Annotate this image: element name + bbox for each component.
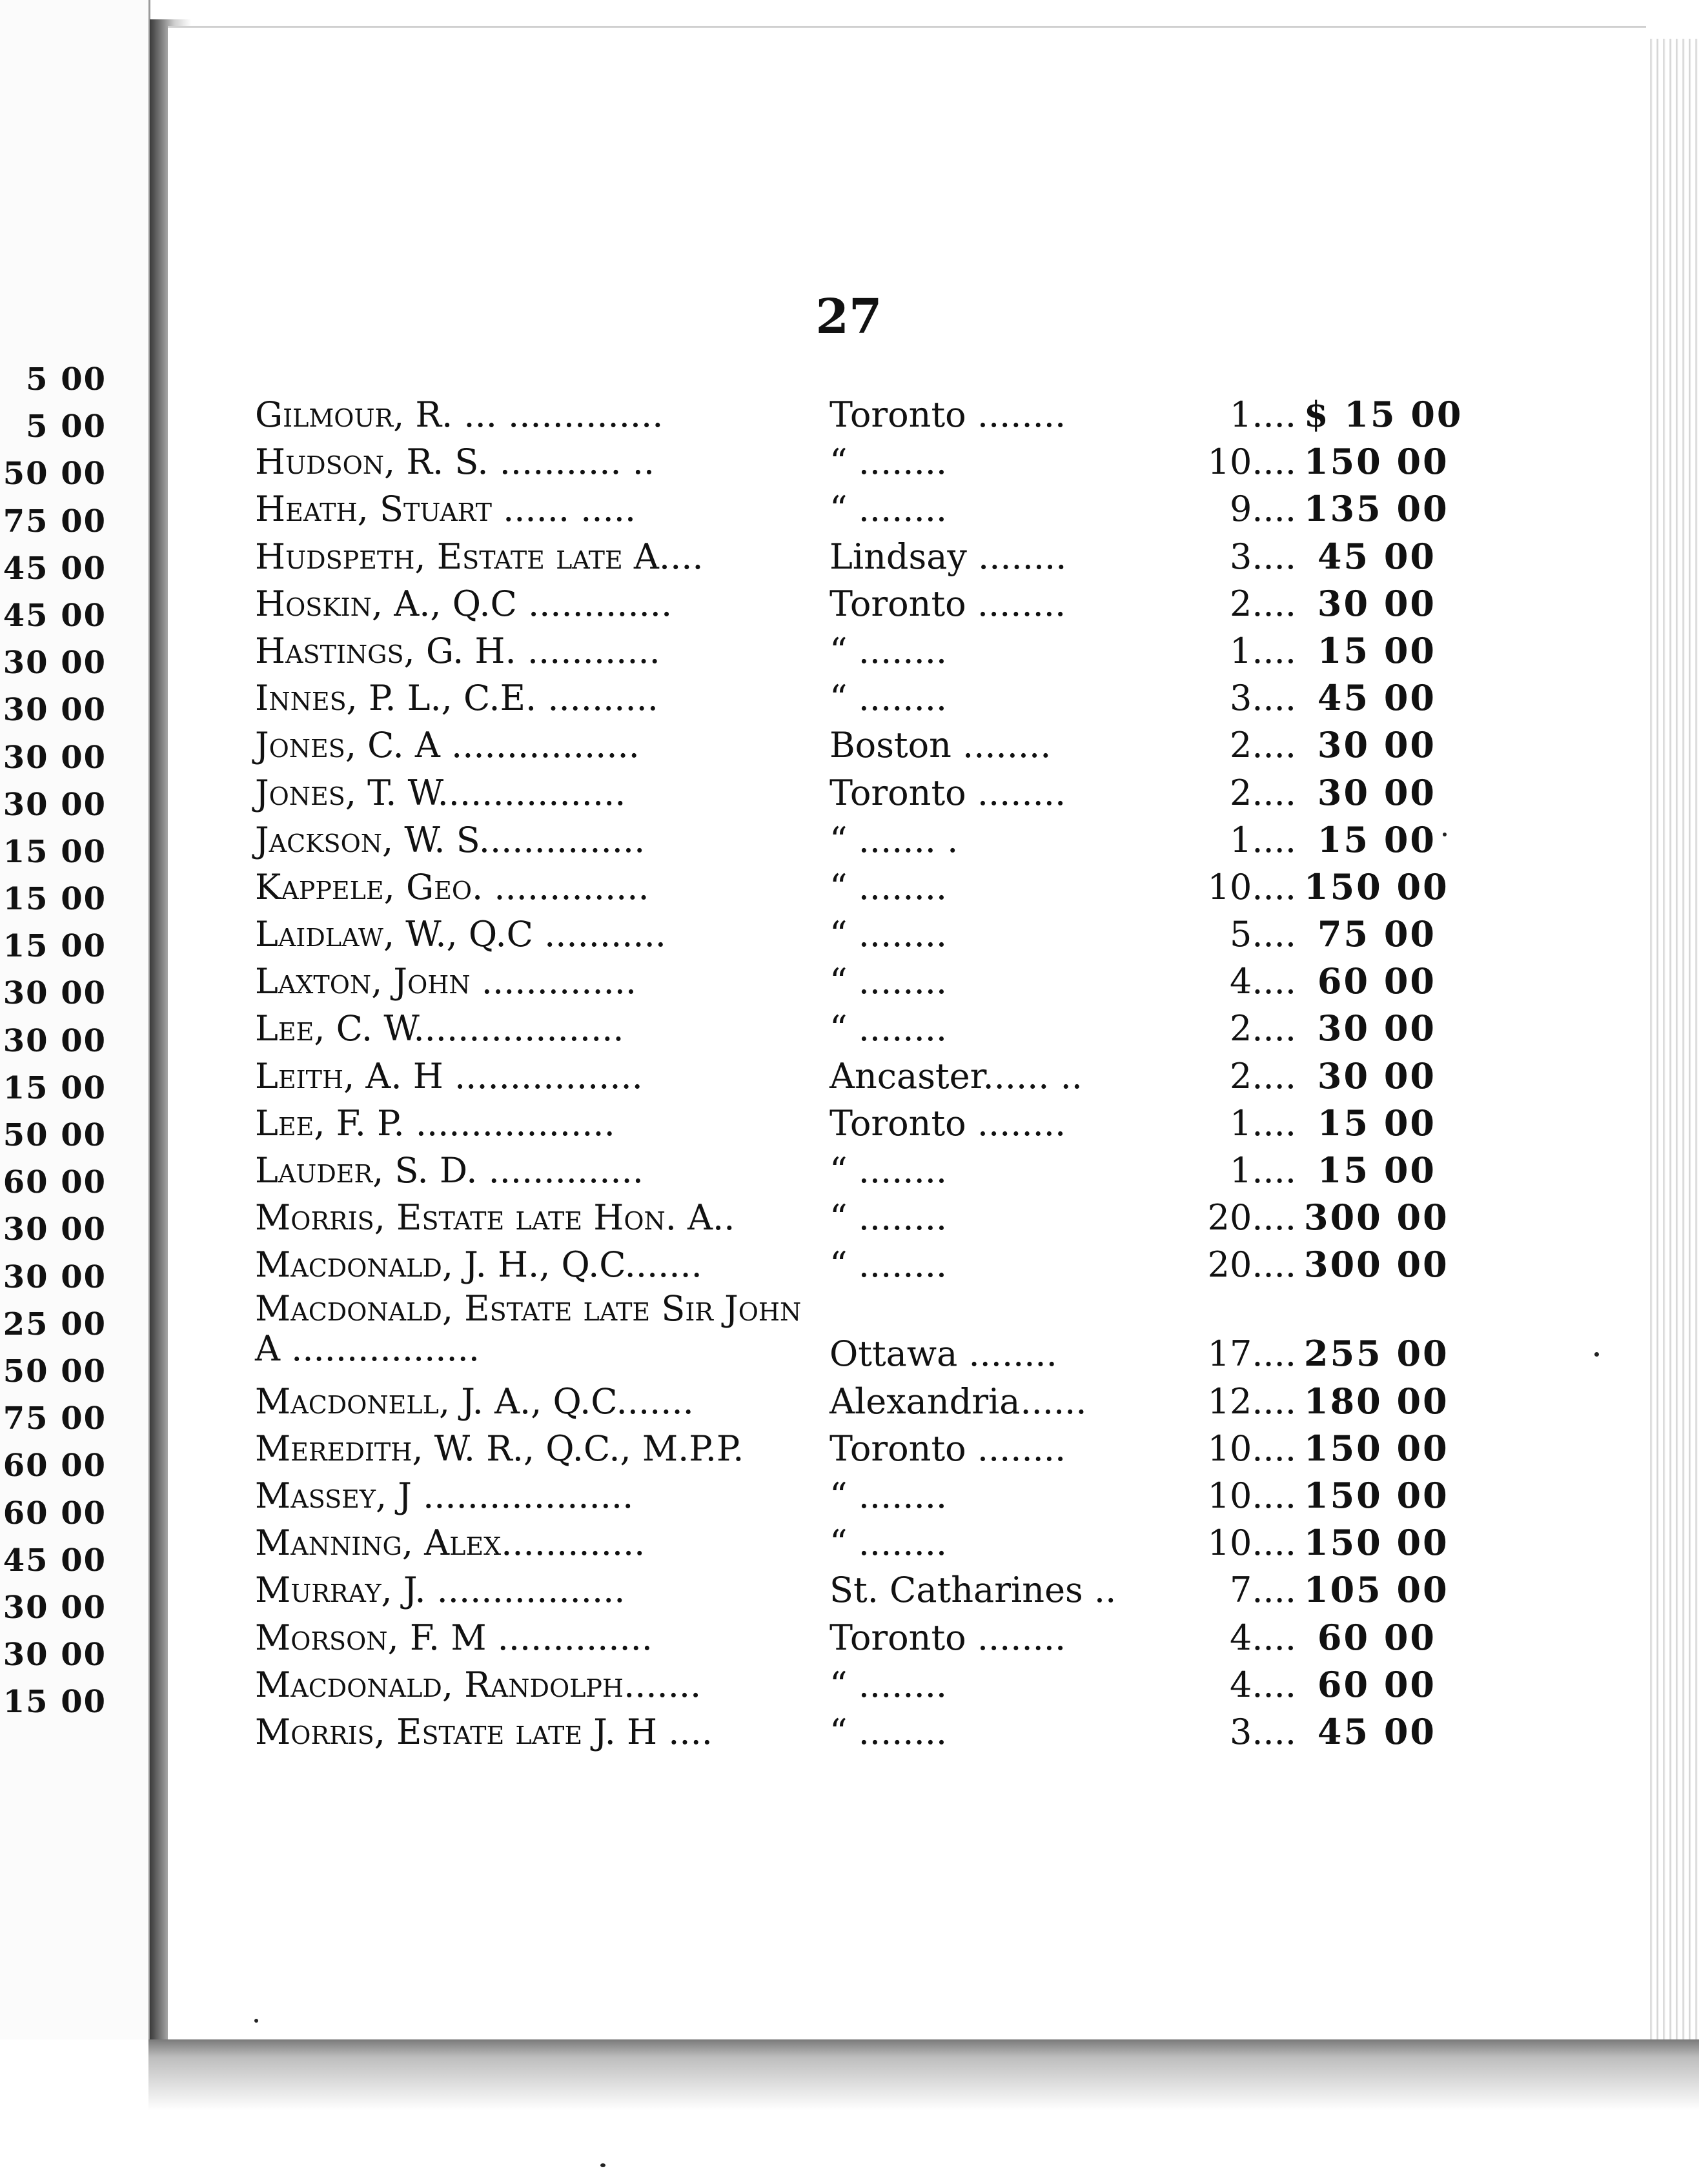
list-item xyxy=(255,816,1436,864)
share-count: 3.... xyxy=(1229,536,1296,577)
amount-value: 45 00 xyxy=(1317,677,1436,719)
subscriber-name: Lauder, S. D. .............. xyxy=(255,1150,644,1191)
amount-value: 30 00 xyxy=(1317,724,1436,766)
share-count: 17.... xyxy=(1207,1333,1296,1374)
left-page-amount: 30 00 xyxy=(3,1589,107,1626)
share-count: 1.... xyxy=(1229,1150,1296,1191)
list-item xyxy=(255,1053,1436,1100)
list-item xyxy=(255,1614,1436,1661)
subscriber-name: Jackson, W. S............... xyxy=(255,819,646,860)
share-count: 5.... xyxy=(1229,914,1296,955)
amount-value: 30 00 xyxy=(1317,1055,1436,1097)
subscriber-place: “ ........ xyxy=(829,1150,948,1191)
left-page-amount: 50 00 xyxy=(3,1353,107,1390)
left-page-amount: 30 00 xyxy=(3,692,107,729)
share-count: 2.... xyxy=(1229,583,1296,624)
subscriber-name: Hudspeth, Estate late A.... xyxy=(255,536,704,577)
left-page-amount: 50 00 xyxy=(3,456,107,492)
amount-value: 150 00 xyxy=(1304,1427,1449,1469)
subscriber-name: Macdonald, Randolph....... xyxy=(255,1664,702,1705)
subscriber-name: Massey, J ................... xyxy=(255,1475,634,1516)
left-page-amount: 15 00 xyxy=(3,1069,107,1106)
page-number: 27 xyxy=(815,289,882,345)
left-page-amount: 15 00 xyxy=(3,1684,107,1721)
left-page-amount: 60 00 xyxy=(3,1495,107,1532)
subscriber-place: “ ........ xyxy=(829,1244,948,1286)
amount-value: 15 00 xyxy=(1317,1149,1436,1191)
list-item xyxy=(255,1005,1436,1052)
subscriber-place: Toronto ........ xyxy=(829,394,1066,435)
list-item xyxy=(255,1147,1436,1194)
share-count: 10.... xyxy=(1207,1475,1296,1516)
subscriber-place: St. Catharines .. xyxy=(829,1570,1117,1611)
subscriber-name: Manning, Alex............. xyxy=(255,1522,646,1564)
share-count: 4.... xyxy=(1229,961,1296,1002)
left-page-amount: 60 00 xyxy=(3,1448,107,1484)
subscriber-list xyxy=(255,391,1463,1755)
list-item xyxy=(255,958,1436,1005)
dust-speck xyxy=(1443,833,1447,836)
amount-value: 135 00 xyxy=(1304,488,1449,530)
amount-value: 300 00 xyxy=(1304,1197,1449,1239)
list-item xyxy=(255,1378,1449,1425)
list-item xyxy=(255,769,1436,816)
subscriber-place: Ottawa ........ xyxy=(829,1333,1057,1374)
subscriber-place: Toronto ........ xyxy=(829,1617,1066,1658)
subscriber-place: “ ........ xyxy=(829,1008,948,1049)
share-count: 1.... xyxy=(1229,819,1296,860)
list-item xyxy=(255,1708,1436,1755)
subscriber-place: “ ........ xyxy=(829,1711,948,1752)
subscriber-name: Macdonald, Estate late Sir John A ................. xyxy=(255,1288,802,1369)
share-count: 1.... xyxy=(1229,1102,1296,1144)
amount-value: 15 00 xyxy=(1317,629,1436,671)
share-count: 9.... xyxy=(1229,489,1296,530)
left-page-amount: 30 00 xyxy=(3,739,107,776)
subscriber-place: “ ....... . xyxy=(829,819,959,860)
share-count: 2.... xyxy=(1229,772,1296,813)
amount-value: 30 00 xyxy=(1317,582,1436,624)
left-page-amount: 5 00 xyxy=(26,361,107,398)
subscriber-name: Gilmour, R. ... .............. xyxy=(255,394,664,435)
list-item xyxy=(255,1661,1436,1708)
amount-value: 75 00 xyxy=(1317,913,1436,955)
list-item xyxy=(255,864,1449,911)
subscriber-name: Jones, C. A ................. xyxy=(255,725,640,766)
left-page-amount: 45 00 xyxy=(3,1542,107,1579)
subscriber-name: Hoskin, A., Q.C ............. xyxy=(255,583,673,624)
share-count: 10.... xyxy=(1207,1428,1296,1469)
subscriber-name: Jones, T. W................. xyxy=(255,772,626,813)
left-page-amount: 15 00 xyxy=(3,928,107,965)
subscriber-place: Toronto ........ xyxy=(829,772,1066,813)
list-item xyxy=(255,485,1449,532)
left-page-amount: 30 00 xyxy=(3,1022,107,1059)
subscriber-name: Murray, J. ................. xyxy=(255,1570,626,1611)
subscriber-name: Macdonald, J. H., Q.C....... xyxy=(255,1244,702,1286)
share-count: 1.... xyxy=(1229,394,1296,435)
list-item xyxy=(255,1100,1436,1147)
left-page-amount: 15 00 xyxy=(3,881,107,918)
share-count: 2.... xyxy=(1229,1055,1296,1097)
share-count: 2.... xyxy=(1229,725,1296,766)
list-item xyxy=(255,1194,1449,1241)
subscriber-name: Hudson, R. S. ........... .. xyxy=(255,441,655,483)
subscriber-place: “ ........ xyxy=(829,630,948,671)
subscriber-name: Morson, F. M .............. xyxy=(255,1617,653,1658)
left-page-amount: 75 00 xyxy=(3,1400,107,1437)
subscriber-place: Toronto ........ xyxy=(829,583,1066,624)
left-page-amount: 75 00 xyxy=(3,503,107,540)
amount-value: 15 00 xyxy=(1317,1102,1436,1144)
share-count: 3.... xyxy=(1229,678,1296,719)
subscriber-place: Toronto ........ xyxy=(829,1102,1066,1144)
subscriber-name: Kappele, Geo. .............. xyxy=(255,866,649,907)
subscriber-place: “ ........ xyxy=(829,1475,948,1516)
list-item xyxy=(255,1425,1449,1472)
list-item xyxy=(255,1288,1449,1378)
amount-value: 60 00 xyxy=(1317,1663,1436,1705)
amount-value: 45 00 xyxy=(1317,1710,1436,1752)
left-page-amount: 30 00 xyxy=(3,645,107,682)
share-count: 2.... xyxy=(1229,1008,1296,1049)
left-page-amount: 30 00 xyxy=(3,975,107,1012)
subscriber-place: “ ........ xyxy=(829,1197,948,1239)
share-count: 12.... xyxy=(1207,1380,1296,1422)
subscriber-place: “ ........ xyxy=(829,914,948,955)
subscriber-place: “ ........ xyxy=(829,441,948,483)
subscriber-place: Ancaster...... .. xyxy=(829,1055,1083,1097)
amount-value: 150 00 xyxy=(1304,865,1449,907)
subscriber-place: “ ........ xyxy=(829,678,948,719)
dust-speck xyxy=(254,2019,258,2023)
subscriber-place: “ ........ xyxy=(829,1664,948,1705)
subscriber-name: Morris, Estate late Hon. A.. xyxy=(255,1197,735,1239)
share-count: 10.... xyxy=(1207,866,1296,907)
subscriber-name: Heath, Stuart ...... ..... xyxy=(255,489,636,530)
list-item xyxy=(255,391,1463,438)
list-item xyxy=(255,1519,1449,1566)
left-page-amount: 50 00 xyxy=(3,1117,107,1153)
subscriber-place: “ ........ xyxy=(829,1522,948,1564)
list-item xyxy=(255,1566,1449,1613)
list-item xyxy=(255,674,1436,722)
list-item xyxy=(255,438,1449,485)
share-count: 4.... xyxy=(1229,1664,1296,1705)
share-count: 1.... xyxy=(1229,630,1296,671)
dust-speck xyxy=(600,2163,605,2167)
amount-value: 45 00 xyxy=(1317,535,1436,577)
left-page-amount: 30 00 xyxy=(3,1259,107,1295)
left-page-amount: 60 00 xyxy=(3,1164,107,1201)
list-item xyxy=(255,722,1436,769)
subscriber-name: Macdonell, J. A., Q.C....... xyxy=(255,1380,694,1422)
subscriber-place: Toronto ........ xyxy=(829,1428,1066,1469)
subscriber-name: Leith, A. H ................. xyxy=(255,1055,643,1097)
subscriber-place: “ ........ xyxy=(829,961,948,1002)
page-edges xyxy=(1646,39,1699,2098)
subscriber-name: Morris, Estate late J. H .... xyxy=(255,1711,713,1752)
amount-value: 180 00 xyxy=(1304,1380,1449,1422)
amount-value: 60 00 xyxy=(1317,960,1436,1002)
list-item xyxy=(255,1241,1449,1288)
list-item xyxy=(255,911,1436,958)
subscriber-name: Laidlaw, W., Q.C ........... xyxy=(255,914,666,955)
subscriber-name: Laxton, John .............. xyxy=(255,961,637,1002)
amount-value: $ 15 00 xyxy=(1304,394,1463,435)
amount-value: 150 00 xyxy=(1304,1474,1449,1516)
subscriber-place: “ ........ xyxy=(829,489,948,530)
subscriber-place: “ ........ xyxy=(829,866,948,907)
share-count: 4.... xyxy=(1229,1617,1296,1658)
amount-value: 300 00 xyxy=(1304,1244,1449,1286)
amount-value: 105 00 xyxy=(1304,1569,1449,1611)
subscriber-name: Meredith, W. R., Q.C., M.P.P. xyxy=(255,1428,744,1469)
page-bottom-edge xyxy=(148,2039,1699,2110)
share-count: 10.... xyxy=(1207,1522,1296,1564)
subscriber-name: Lee, C. W................... xyxy=(255,1008,624,1049)
share-count: 20.... xyxy=(1207,1244,1296,1286)
amount-value: 30 00 xyxy=(1317,1007,1436,1049)
left-page-amount: 45 00 xyxy=(3,597,107,634)
dust-speck xyxy=(1594,1352,1599,1357)
left-page-amount: 30 00 xyxy=(3,1211,107,1248)
share-count: 3.... xyxy=(1229,1711,1296,1752)
subscriber-name: Innes, P. L., C.E. .......... xyxy=(255,678,658,719)
subscriber-place: Lindsay ........ xyxy=(829,536,1067,577)
amount-value: 30 00 xyxy=(1317,771,1436,813)
subscriber-place: Boston ........ xyxy=(829,725,1052,766)
list-item xyxy=(255,533,1436,580)
left-page-amount: 30 00 xyxy=(3,1637,107,1673)
amount-value: 150 00 xyxy=(1304,1522,1449,1564)
left-page-amount: 45 00 xyxy=(3,550,107,587)
amount-value: 60 00 xyxy=(1317,1616,1436,1658)
subscriber-name: Lee, F. P. .................. xyxy=(255,1102,615,1144)
share-count: 10.... xyxy=(1207,441,1296,483)
left-page-amount: 25 00 xyxy=(3,1306,107,1342)
left-page-fragment xyxy=(0,0,150,2039)
subscriber-place: Alexandria...... xyxy=(829,1380,1087,1422)
list-item xyxy=(255,580,1436,627)
list-item xyxy=(255,1472,1449,1519)
share-count: 20.... xyxy=(1207,1197,1296,1239)
amount-value: 150 00 xyxy=(1304,441,1449,483)
amount-value: 15 00 xyxy=(1317,818,1436,860)
left-page-amount: 30 00 xyxy=(3,786,107,823)
left-page-amount: 15 00 xyxy=(3,833,107,870)
subscriber-name: Hastings, G. H. ............ xyxy=(255,630,660,671)
left-page-amount-column xyxy=(0,356,107,1726)
share-count: 7.... xyxy=(1229,1570,1296,1611)
amount-value: 255 00 xyxy=(1304,1332,1449,1374)
list-item xyxy=(255,627,1436,674)
left-page-amount: 5 00 xyxy=(26,409,107,445)
